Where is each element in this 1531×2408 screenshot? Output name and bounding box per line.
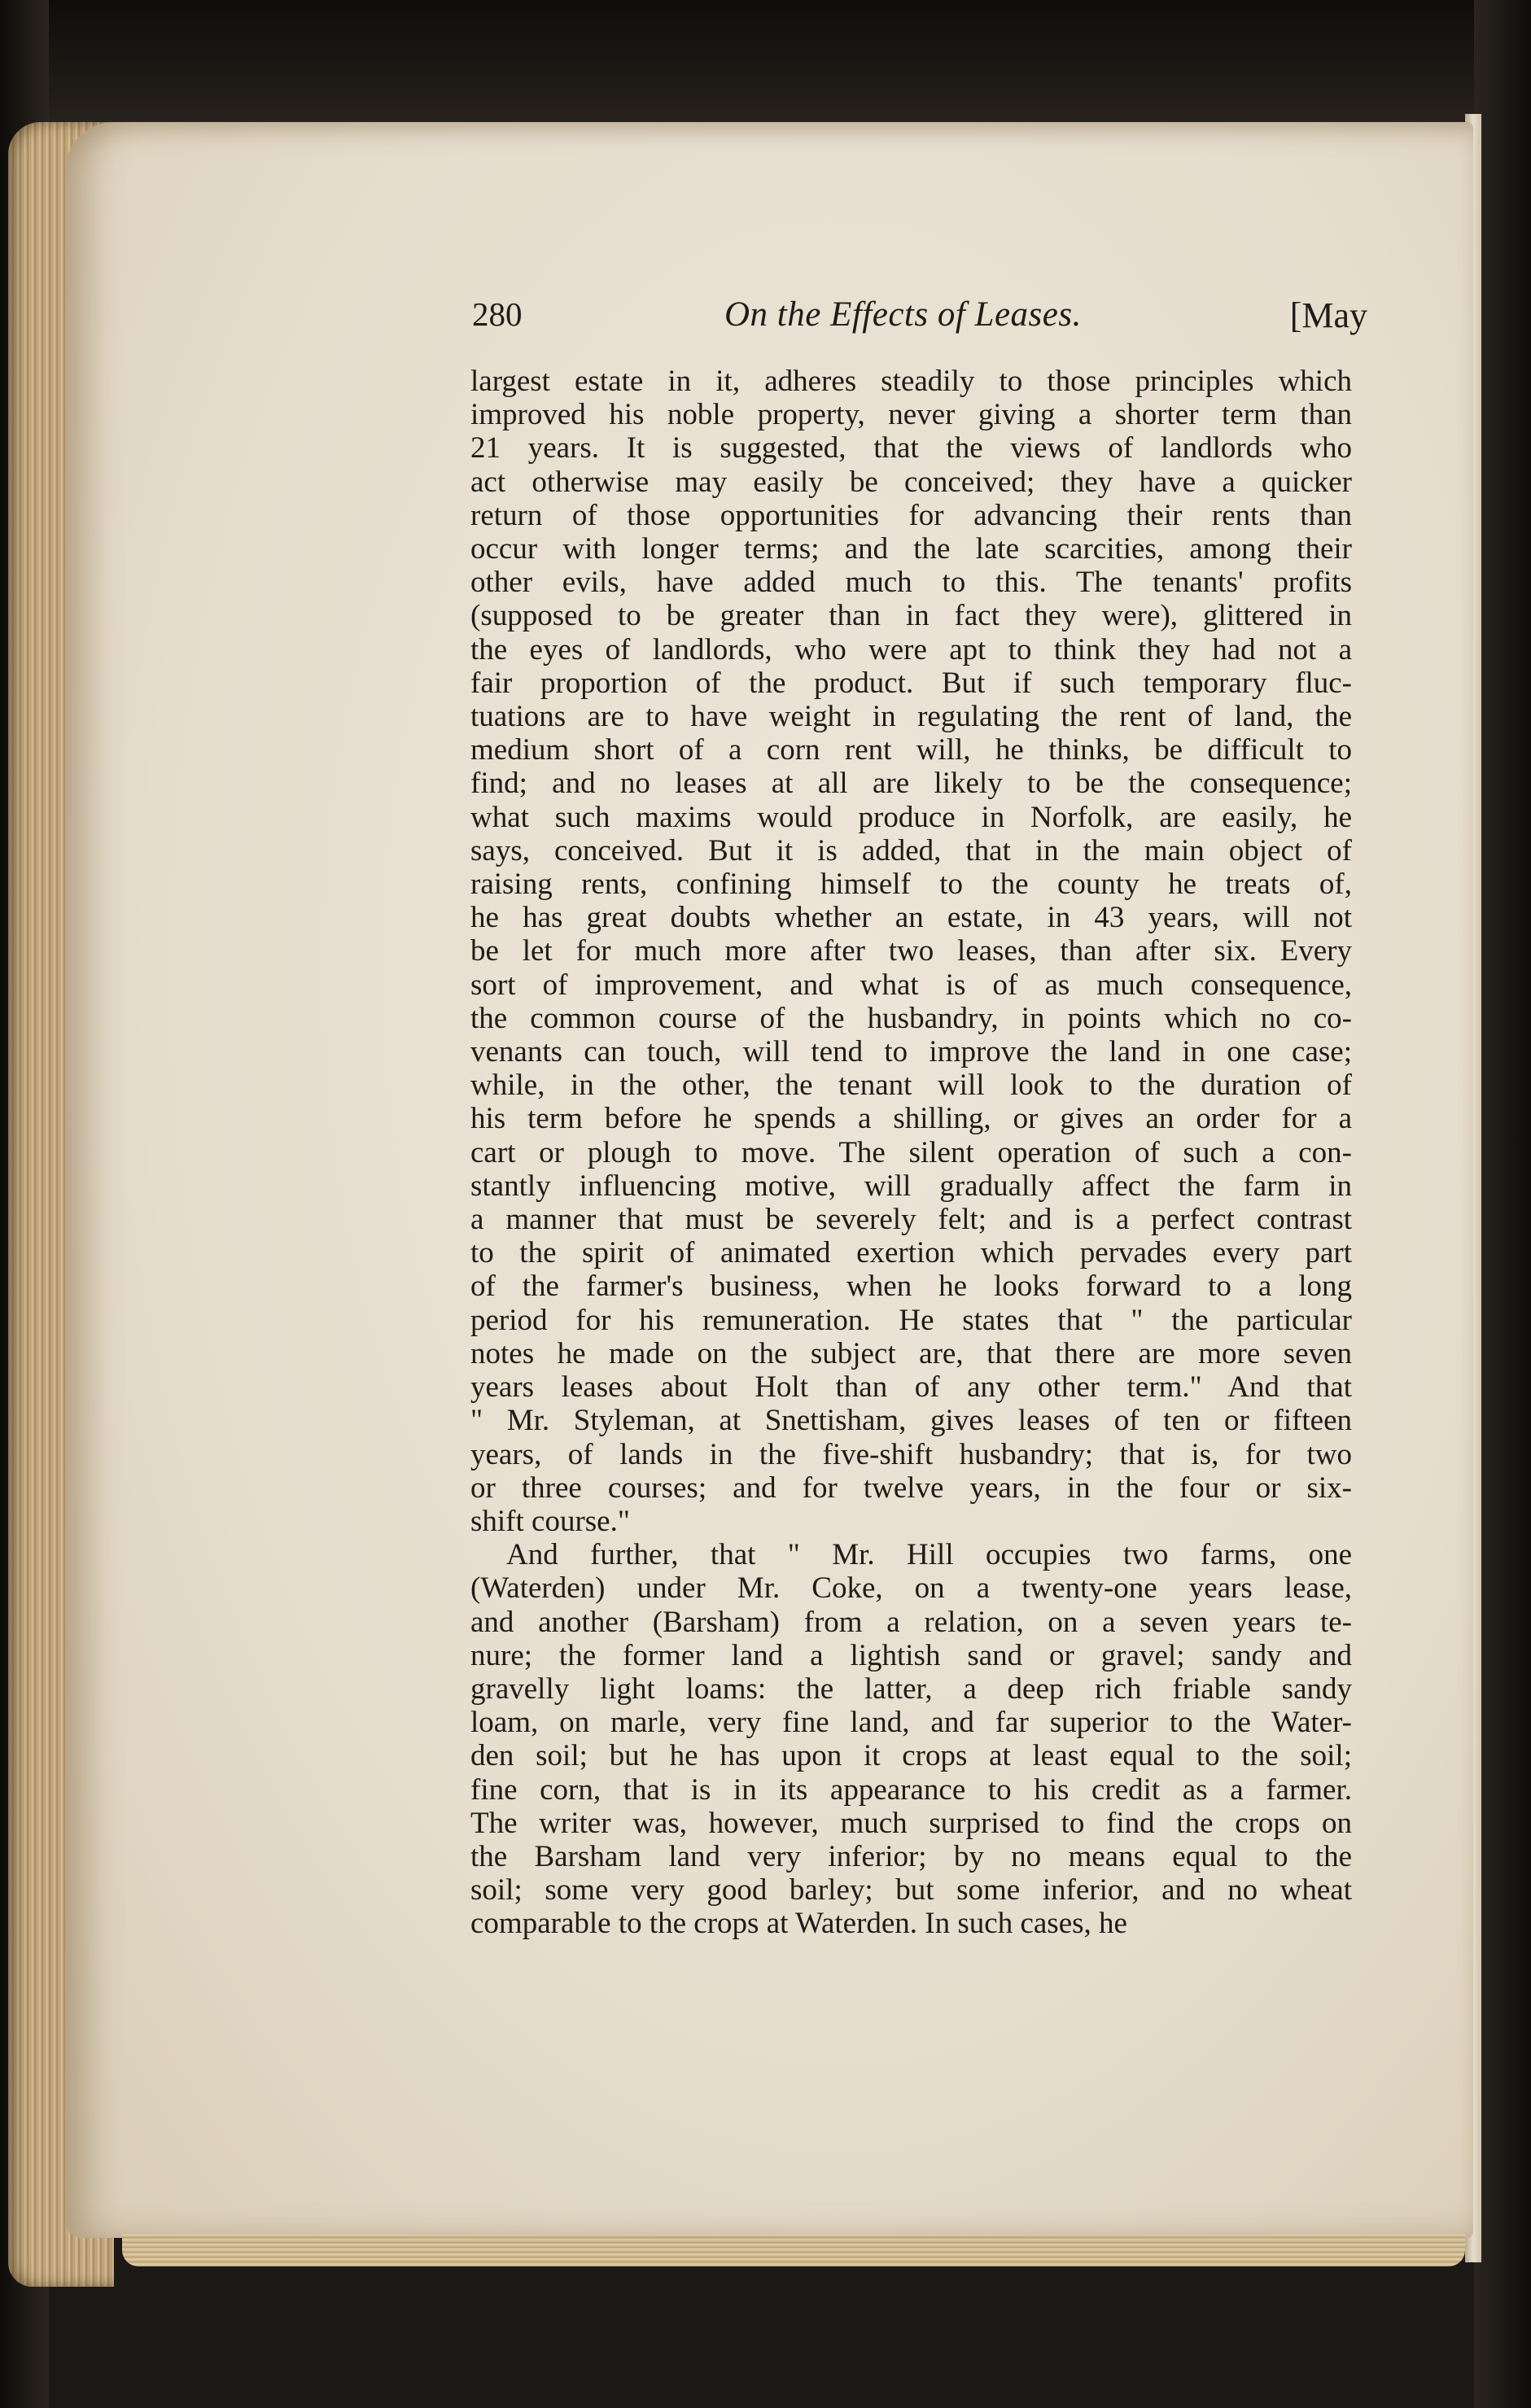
text-line: soil; some very good barley; but some inferior, and no wheat — [470, 1873, 1352, 1908]
text-line: find; and no leases at all are likely to be the consequence; — [470, 767, 1352, 801]
text-line: his term before he spends a shilling, or gives an order for a — [470, 1102, 1352, 1136]
text-line: 21 years. It is suggested, that the views of landlords who — [470, 431, 1352, 465]
text-line: the eyes of landlords, who were apt to think they had not a — [470, 632, 1352, 666]
running-month: [May — [1289, 295, 1367, 335]
text-line: return of those opportunities for advancing their rents than — [470, 498, 1352, 532]
text-line: comparable to the crops at Waterden. In such cases, he — [470, 1907, 1127, 1941]
text-line: period for his remuneration. He states that " the particular — [470, 1303, 1352, 1337]
text-line: what such maxims would produce in Norfolk, are easily, he — [470, 800, 1352, 834]
text-line: of the farmer's business, when he looks forward to a long — [470, 1270, 1352, 1304]
text-line: the common course of the husbandry, in points which no co- — [470, 1001, 1352, 1035]
text-line: The writer was, however, much surprised to find the crops on — [470, 1806, 1352, 1840]
text-line: tuations are to have weight in regulating the rent of land, the — [470, 700, 1352, 734]
text-line: medium short of a corn rent will, he thinks, be difficult to — [470, 733, 1352, 767]
text-line: den soil; but he has upon it crops at least equal to the soil; — [470, 1739, 1352, 1773]
running-header — [472, 295, 1367, 345]
text-line: shift course." — [470, 1504, 630, 1538]
text-line: or three courses; and for twelve years, in the four or six- — [470, 1471, 1352, 1505]
text-line: while, in the other, the tenant will look to the duration of — [470, 1069, 1352, 1103]
text-line: stantly influencing motive, will gradually affect the farm in — [470, 1169, 1352, 1203]
text-line: to the spirit of animated exertion which pervades every part — [470, 1236, 1352, 1270]
text-line: improved his noble property, never giving a shorter term than — [470, 398, 1352, 432]
text-line: act otherwise may easily be conceived; they have a quicker — [470, 465, 1352, 499]
text-line: be let for much more after two leases, than after six. Every — [470, 934, 1352, 968]
text-line: notes he made on the subject are, that there are more seven — [470, 1336, 1352, 1370]
text-line: fair proportion of the product. But if such temporary fluc- — [470, 666, 1352, 700]
text-line: and another (Barsham) from a relation, on a seven years te- — [470, 1605, 1352, 1639]
text-line: gravelly light loams: the latter, a deep rich friable sandy — [470, 1672, 1352, 1706]
text-line: he has great doubts whether an estate, in 43 years, will not — [470, 901, 1352, 935]
text-line: fine corn, that is in its appearance to his credit as a farmer. — [470, 1772, 1352, 1807]
text-line: the Barsham land very inferior; by no means equal to the — [470, 1839, 1352, 1873]
text-line: (Waterden) under Mr. Coke, on a twenty-one years lease, — [470, 1571, 1352, 1606]
text-line: And further, that " Mr. Hill occupies two farms, one — [506, 1538, 1352, 1572]
text-line: a manner that must be severely felt; and is a perfect contrast — [470, 1203, 1352, 1237]
text-line: years, of lands in the five-shift husbandry; that is, for two — [470, 1437, 1352, 1471]
text-line: says, conceived. But it is added, that in the main object of — [470, 833, 1352, 867]
text-line: nure; the former land a lightish sand or gravel; sandy and — [470, 1638, 1352, 1672]
body-text — [470, 365, 1352, 1941]
book-bottom-edge — [122, 2234, 1465, 2266]
text-line: cart or plough to move. The silent operation of such a con- — [470, 1135, 1352, 1169]
text-line: other evils, have added much to this. The tenants' profits — [470, 566, 1352, 600]
text-line: " Mr. Styleman, at Snettisham, gives leases of ten or fifteen — [470, 1404, 1352, 1438]
text-line: loam, on marle, very fine land, and far superior to the Water- — [470, 1706, 1352, 1740]
text-line: years leases about Holt than of any other term." And that — [470, 1370, 1352, 1405]
text-line: venants can touch, will tend to improve the land in one case; — [470, 1035, 1352, 1069]
text-line: raising rents, confining himself to the county he treats of, — [470, 867, 1352, 902]
text-line: (supposed to be greater than in fact they were), glittered in — [470, 599, 1352, 633]
text-line: sort of improvement, and what is of as much consequence, — [470, 968, 1352, 1002]
scan-background-top — [0, 0, 1531, 130]
page-number: 280 — [472, 295, 523, 333]
running-title: On the Effects of Leases. — [724, 295, 1082, 334]
text-line: largest estate in it, adheres steadily to those principles which — [470, 365, 1352, 398]
text-line: occur with longer terms; and the late scarcities, among their — [470, 532, 1352, 566]
scan-background-right — [1474, 0, 1531, 2408]
